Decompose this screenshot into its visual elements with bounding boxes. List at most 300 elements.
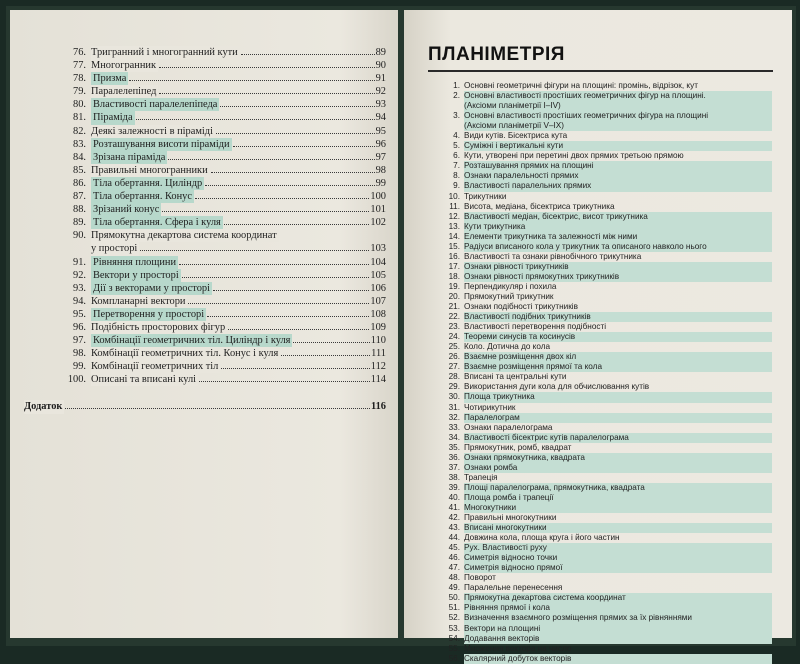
topic-text: Ознаки подібності трикутників (464, 302, 578, 312)
topic-item (442, 192, 772, 202)
topic-number: 14. (448, 231, 460, 241)
toc-entry-title: Перетворення у просторі (93, 308, 205, 320)
topic-number: 36. (448, 452, 460, 462)
topic-item (442, 403, 772, 413)
toc-leader-dots (228, 321, 369, 330)
topic-number: 5. (453, 141, 460, 151)
topic-number: 43. (448, 523, 460, 533)
topic-text: Ознаки ромба (464, 463, 772, 473)
toc-entry-page: 108 (370, 308, 386, 320)
toc-entry-number: 92. (73, 269, 86, 281)
topic-item (442, 121, 772, 131)
topic-number: 33. (448, 422, 460, 432)
topic-number: 47. (448, 563, 460, 573)
toc-entry-number: 82. (73, 125, 86, 137)
topic-item (442, 252, 772, 262)
topic-text: Види кутів. Бісектриса кута (464, 131, 568, 141)
toc-entry-title: Прямокутна декартова система координат (91, 230, 277, 242)
topic-text: (Аксіоми планіметрії V–IX) (464, 121, 772, 131)
topic-text: Основні властивості простіших геометричних фігура на площині (464, 111, 772, 121)
toc-entry (46, 59, 386, 72)
topic-number: 9. (453, 181, 460, 191)
topic-item (442, 644, 772, 654)
toc-leader-dots (281, 347, 370, 356)
topic-item (442, 382, 772, 392)
toc-entry-page: 106 (370, 282, 386, 294)
toc-entry-number: 89. (73, 217, 86, 229)
topic-number: 15. (448, 241, 460, 251)
topic-item (442, 332, 772, 342)
toc-leader-dots (168, 151, 374, 160)
topic-text: Взаємне розміщення двох кіл (464, 352, 772, 362)
toc-entry-page: 94 (375, 112, 386, 124)
topic-text: Симетрія відносно прямої (464, 563, 772, 573)
topic-item (442, 111, 772, 121)
topic-item (442, 342, 772, 352)
topic-text: Чотирикутник (464, 402, 516, 412)
topic-item (442, 413, 772, 423)
right-page (404, 10, 792, 663)
toc-entry-page: 114 (370, 374, 386, 386)
topic-number: 1. (453, 81, 460, 90)
topic-item (442, 654, 772, 664)
toc-leader-dots (211, 164, 375, 173)
topic-text: Висота, медіана, бісектриса трикутника (464, 201, 615, 211)
toc-entry (46, 111, 386, 124)
toc-entry-number: 78. (73, 73, 86, 85)
topic-item (442, 352, 772, 362)
toc-leader-dots (140, 242, 369, 251)
topic-text: Визначення взаємного розміщення прямих за їх рівняннями (464, 613, 772, 623)
topic-item (442, 593, 772, 603)
toc-entry (46, 347, 386, 360)
topic-number: 28. (448, 372, 460, 382)
topic-item (442, 81, 772, 91)
topic-number: 16. (448, 251, 460, 261)
topic-text: Властивості та ознаки рівнобічного трикутника (464, 251, 642, 261)
topic-item (442, 312, 772, 322)
topic-text: Прямокутна декартова система координат (464, 593, 772, 603)
topic-number: 56. (448, 653, 460, 663)
toc-leader-dots (241, 46, 375, 55)
toc-entry-title: Многогранник (91, 60, 156, 72)
topic-item (442, 242, 772, 252)
topic-text: Елементи трикутника та залежності між ними (464, 232, 772, 242)
topic-text: Радіуси вписаного кола у трикутник та описаного навколо нього (464, 242, 772, 252)
topic-item (442, 503, 772, 513)
toc-entry-title: у просторі (91, 243, 138, 255)
toc-entry-page: 112 (370, 361, 386, 373)
toc-leader-dots (65, 400, 370, 409)
toc-leader-dots (233, 138, 375, 147)
topic-text: Площа трикутника (464, 392, 772, 402)
toc-entry-page: 98 (375, 164, 386, 176)
toc-entry-title: Призма (93, 73, 127, 85)
topic-number: 2. (453, 91, 460, 101)
toc-entry-number: 95. (73, 308, 86, 320)
topic-number: 17. (448, 261, 460, 271)
toc-leader-dots (129, 72, 374, 81)
toc-entry (46, 308, 386, 321)
topic-text: Суміжні і вертикальні кути (464, 141, 772, 151)
topic-number: 11. (449, 201, 460, 211)
topic-text: Правильні многокутники (464, 513, 557, 523)
toc-entry-title: Рівняння площини (93, 256, 177, 268)
toc-entry-page: 102 (370, 217, 386, 229)
topic-text: Теореми синусів та косинусів (464, 332, 772, 342)
topic-number: 13. (448, 221, 460, 231)
toc-entry-page: 97 (375, 151, 386, 163)
topic-text: Площі паралелограма, прямокутника, квадрата (464, 483, 772, 493)
topic-item (442, 151, 772, 161)
topic-number (442, 101, 464, 111)
topic-item (442, 553, 772, 563)
toc-entry-page: 90 (375, 60, 386, 72)
topic-item (442, 212, 772, 222)
topic-item (442, 131, 772, 141)
topic-item (442, 543, 772, 553)
topic-text: Основні геометричні фігури на площині: промінь, відрізок, кут (464, 81, 698, 90)
topic-item (442, 493, 772, 503)
topic-item (442, 634, 772, 644)
topic-item (442, 423, 772, 433)
toc-leader-dots (293, 334, 369, 343)
topic-item (442, 523, 772, 533)
toc-entry-page: 93 (375, 99, 386, 111)
topic-text: Ознаки рівності трикутників (464, 262, 772, 272)
toc-entry-page: 96 (375, 138, 386, 150)
toc-entry-page: 101 (370, 204, 386, 216)
topic-number: 54. (448, 633, 460, 643)
topic-number: 39. (448, 482, 460, 492)
toc-entry-number: 86. (73, 177, 86, 189)
topic-item (442, 222, 772, 232)
toc-entry-page: 95 (375, 125, 386, 137)
toc-entry-number: 93. (73, 282, 86, 294)
toc-entry-title: Паралелепіпед (91, 86, 157, 98)
left-page (10, 10, 398, 638)
topic-number: 25. (448, 342, 460, 352)
toc-leader-dots (159, 85, 374, 94)
topic-number: 29. (448, 382, 460, 392)
topic-number: 37. (448, 462, 460, 472)
topic-item (442, 302, 772, 312)
heading-rule (428, 70, 773, 72)
topic-number: 8. (453, 171, 460, 181)
toc-appendix (24, 400, 386, 413)
toc-entry (46, 256, 386, 269)
toc-leader-dots (199, 373, 370, 382)
topic-number: 21. (448, 302, 460, 312)
topic-text: Паралельне перенесення (464, 583, 563, 593)
topic-number: 45. (448, 543, 460, 553)
toc-entry (46, 295, 386, 308)
toc-entry (46, 138, 386, 151)
toc-entry (46, 125, 386, 138)
topic-text: Многокутники (464, 503, 772, 513)
toc-entry-number: 85. (73, 164, 86, 176)
toc-entry-number: 90. (73, 230, 86, 242)
topic-text: Довжина кола, площа круга і його частин (464, 533, 620, 543)
toc-entry-title: Тіла обертання. Циліндр (93, 177, 203, 189)
toc-entry-title: Деякі залежності в піраміді (91, 125, 213, 137)
topic-item (442, 101, 772, 111)
topic-number: 41. (448, 502, 460, 512)
topic-text: Використання дуги кола для обчислювання кутів (464, 382, 650, 392)
topic-text: Симетрія відносно точки (464, 553, 772, 563)
toc-entry-number: 88. (73, 204, 86, 216)
topic-text: Ознаки прямокутника, квадрата (464, 453, 772, 463)
topic-number: 49. (448, 583, 460, 593)
toc-entry-page: 104 (370, 256, 386, 268)
toc-entry (46, 177, 386, 190)
toc-entry-title: Компланарні вектори (91, 295, 186, 307)
toc-leader-dots (182, 269, 370, 278)
topic-item (442, 483, 772, 493)
topic-item (442, 453, 772, 463)
topic-text: Трикутники (464, 191, 507, 201)
topic-number: 31. (448, 402, 460, 412)
topic-number: 32. (448, 412, 460, 422)
toc-entry (46, 190, 386, 203)
topic-text: Додавання векторів (464, 634, 772, 644)
toc-entry (46, 72, 386, 85)
toc-leader-dots (159, 59, 375, 68)
table-of-contents (24, 46, 386, 414)
toc-entry-title: Зрізана піраміда (93, 151, 166, 163)
topic-number: 20. (448, 291, 460, 301)
toc-entry (46, 46, 386, 59)
toc-leader-dots (179, 256, 369, 265)
toc-entry-number: 77. (73, 60, 86, 72)
toc-entry-page: 99 (375, 177, 386, 189)
topic-text: Властивості подібних трикутників (464, 312, 772, 322)
topic-item (442, 232, 772, 242)
topic-text: Рух. Властивості руху (464, 543, 772, 553)
topic-text: Ознаки паралелограма (464, 422, 553, 432)
toc-entry-page: 109 (370, 321, 386, 333)
toc-leader-dots (136, 111, 375, 120)
topic-number: 34. (448, 432, 460, 442)
topic-item (442, 372, 772, 382)
toc-entry-page: 103 (370, 243, 386, 255)
toc-entry-page: 100 (370, 191, 386, 203)
toc-leader-dots (188, 295, 369, 304)
toc-entry-number: 87. (73, 191, 86, 203)
toc-entry (46, 269, 386, 282)
toc-entry-title: Дії з векторами у просторі (93, 282, 210, 294)
topic-item (442, 603, 772, 613)
toc-entry-page: 105 (370, 269, 386, 281)
topic-number: 10. (448, 191, 460, 201)
toc-leader-dots (213, 282, 369, 291)
topic-text: Перпендикуляр і похила (464, 281, 557, 291)
topic-number: 12. (448, 211, 460, 221)
topic-item (442, 202, 772, 212)
toc-entry-title: Комбінації геометричних тіл. Конус і куля (91, 348, 279, 360)
topic-number: 24. (448, 332, 460, 342)
topic-text: Скалярний добуток векторів (464, 654, 772, 664)
topic-text: Властивості перетворення подібності (464, 322, 607, 332)
topic-number: 6. (453, 151, 460, 161)
topic-text: Основні властивості простіших геометричних фігур на площині. (464, 91, 772, 101)
toc-entry-page: 89 (375, 47, 386, 58)
topic-item (442, 433, 772, 443)
topic-item (442, 362, 772, 372)
toc-entry-title: Комбінації геометричних тіл (91, 361, 219, 373)
topic-text: Паралелограм (464, 413, 772, 423)
topic-text: Ознаки паралельності прямих (464, 171, 772, 181)
topic-item (442, 613, 772, 623)
topic-number: 19. (448, 281, 460, 291)
toc-entry-number: 96. (73, 321, 86, 333)
topic-text: Взаємне розміщення прямої та кола (464, 362, 772, 372)
toc-entry-number: 97. (73, 335, 86, 347)
topic-number: 53. (448, 623, 460, 633)
topic-item (442, 262, 772, 272)
toc-entry-page: 111 (371, 348, 386, 360)
topic-text: Площа ромба і трапеції (464, 493, 772, 503)
toc-entry (46, 282, 386, 295)
topic-item (442, 563, 772, 573)
topic-number: 55. (448, 643, 460, 653)
toc-entry-title: Вектори у просторі (93, 269, 179, 281)
topic-item (442, 141, 772, 151)
toc-entry-title: Тригранний і многогранний кути (91, 47, 238, 58)
topic-item (442, 533, 772, 543)
toc-entry (46, 360, 386, 373)
topic-number: 44. (448, 533, 460, 543)
topic-number: 50. (448, 593, 460, 603)
topic-number: 51. (448, 603, 460, 613)
topic-text: Рівняння прямої і кола (464, 603, 772, 613)
toc-entry-title: Описані та вписані кулі (91, 374, 197, 386)
topic-text: Ознаки рівності прямокутних трикутників (464, 272, 772, 282)
topic-number: 35. (448, 442, 460, 452)
topic-text: Розташування прямих на площині (464, 161, 772, 171)
toc-entry (46, 216, 386, 229)
toc-entry-number: 100. (67, 374, 86, 386)
toc-entry (46, 334, 386, 347)
topic-number: 48. (448, 573, 460, 583)
toc-entry (46, 164, 386, 177)
topic-item (442, 392, 772, 402)
toc-entry-page: 91 (375, 73, 386, 85)
toc-appendix-title: Додаток (24, 401, 63, 413)
topic-number: 52. (448, 613, 460, 623)
toc-entry (46, 321, 386, 334)
topic-text: Властивості медіан, бісектрис, висот трикутника (464, 212, 772, 222)
toc-entry-title: Розташування висоти піраміди (93, 138, 230, 150)
topic-text: Кути трикутника (464, 222, 772, 232)
toc-entry-number: 76. (73, 47, 86, 58)
toc-appendix-page: 116 (370, 401, 386, 413)
topic-number: 26. (448, 352, 460, 362)
toc-entry (46, 242, 386, 255)
toc-entry-page: 92 (375, 86, 386, 98)
topic-item (442, 463, 772, 473)
topic-text: Множення вектора на число (464, 643, 572, 653)
topic-item (442, 181, 772, 191)
toc-entry-page: 107 (370, 295, 386, 307)
topic-item (442, 292, 772, 302)
toc-entry-title: Правильні многогранники (91, 164, 208, 176)
topic-text: Коло. Дотична до кола (464, 342, 551, 352)
toc-entry-number: 83. (73, 138, 86, 150)
toc-entry (46, 373, 386, 386)
toc-leader-dots (207, 308, 369, 317)
topic-text: Вектори на площині (464, 624, 772, 634)
toc-entry-number: 80. (73, 99, 86, 111)
toc-entry-number: 79. (73, 86, 86, 98)
topic-number: 40. (448, 492, 460, 502)
toc-entry (46, 98, 386, 111)
topic-text: Вписані многокутники (464, 523, 772, 533)
open-book (6, 6, 796, 663)
topic-number: 4. (453, 131, 460, 141)
topic-text: Трапеція (464, 472, 498, 482)
section-heading: ПЛАНІМЕТРІЯ (428, 44, 565, 65)
topic-item (442, 171, 772, 181)
topic-number: 42. (448, 513, 460, 523)
topic-item (442, 624, 772, 634)
toc-entry-number: 98. (73, 348, 86, 360)
topic-number: 23. (448, 322, 460, 332)
topic-text: Кути, утворені при перетині двох прямих третьою прямою (464, 151, 684, 161)
topic-item (442, 473, 772, 483)
topic-text: Властивості бісектрис кутів паралелограма (464, 433, 772, 443)
toc-entry (46, 85, 386, 98)
topic-item (442, 272, 772, 282)
toc-leader-dots (195, 190, 369, 199)
toc-entry (46, 151, 386, 164)
topic-number (442, 121, 464, 131)
topic-text: Прямокутний трикутник (464, 291, 554, 301)
topic-text: (Аксіоми планіметрії I–IV) (464, 101, 772, 111)
toc-entry-number: 91. (73, 256, 86, 268)
toc-entry-title: Комбінації геометричних тіл. Циліндр і куля (93, 335, 291, 347)
topic-number: 18. (448, 271, 460, 281)
toc-entry (46, 229, 386, 242)
toc-entry-number: 99. (73, 361, 86, 373)
topic-item (442, 573, 772, 583)
topic-item (442, 161, 772, 171)
toc-entry (46, 203, 386, 216)
topic-number: 22. (448, 312, 460, 322)
topic-text: Вписані та центральні кути (464, 372, 567, 382)
toc-leader-dots (220, 98, 374, 107)
toc-leader-dots (221, 360, 369, 369)
toc-entry-title: Зрізаний конус (93, 204, 160, 216)
topic-text: Властивості паралельних прямих (464, 181, 772, 191)
topic-item (442, 91, 772, 101)
topic-text: Прямокутник, ромб, квадрат (464, 442, 572, 452)
topic-number: 27. (448, 362, 460, 372)
topic-text: Поворот (464, 573, 496, 583)
topic-item (442, 322, 772, 332)
toc-entry-number: 84. (73, 151, 86, 163)
topic-number: 30. (448, 392, 460, 402)
toc-entry-title: Тіла обертання. Сфера і куля (93, 217, 221, 229)
toc-leader-dots (162, 203, 369, 212)
topic-number: 7. (453, 161, 460, 171)
toc-leader-dots (224, 216, 370, 225)
topic-item (442, 282, 772, 292)
toc-entry-title: Піраміда (93, 112, 133, 124)
toc-entry-number: 81. (73, 112, 86, 124)
toc-entry-page: 110 (370, 335, 386, 347)
topic-item (442, 443, 772, 453)
